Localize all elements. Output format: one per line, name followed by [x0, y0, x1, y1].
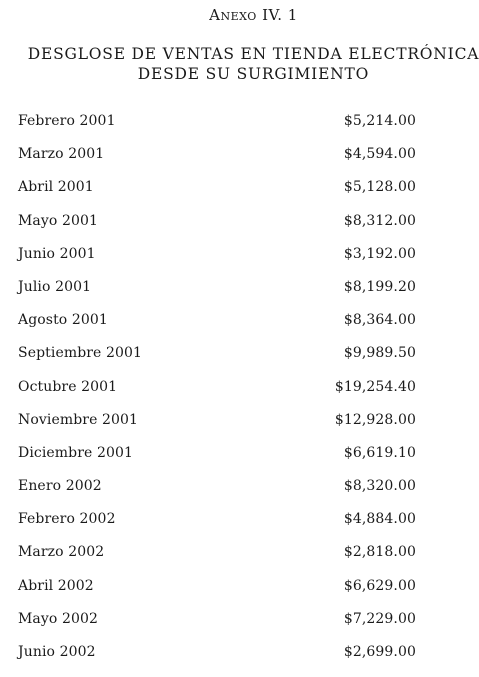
- sales-amount: $7,229.00: [343, 610, 416, 627]
- sales-amount: $6,629.00: [343, 577, 416, 594]
- sales-amount: $6,619.10: [343, 444, 416, 461]
- sales-row: [18, 478, 416, 511]
- sales-amount: $2,699.00: [343, 644, 416, 660]
- sales-row: [18, 179, 416, 212]
- month-label: Mayo 2001: [18, 212, 98, 229]
- sales-amount: $12,928.00: [334, 411, 416, 428]
- annex-title: Anexo IV. 1: [209, 6, 298, 24]
- sales-amount: $4,594.00: [343, 146, 416, 163]
- sales-row: [18, 146, 416, 179]
- month-label: Junio 2002: [18, 644, 96, 660]
- sales-amount: $8,312.00: [343, 212, 416, 229]
- month-label: Febrero 2002: [18, 511, 116, 528]
- sales-amount: $8,199.20: [343, 278, 416, 295]
- sales-row: [18, 611, 416, 644]
- month-label: Marzo 2002: [18, 544, 105, 561]
- sales-list: [18, 113, 416, 677]
- sales-row: [18, 113, 416, 146]
- sales-row: [18, 578, 416, 611]
- sales-row: [18, 544, 416, 577]
- month-label: Abril 2002: [18, 577, 94, 594]
- sales-row: [18, 279, 416, 312]
- sales-row: [18, 445, 416, 478]
- month-label: Octubre 2001: [18, 378, 118, 395]
- sales-amount: $19,254.40: [334, 378, 416, 395]
- sales-amount: $4,884.00: [343, 511, 416, 528]
- month-label: Mayo 2002: [18, 610, 98, 627]
- month-label: Junio 2001: [18, 245, 96, 262]
- heading-line-2: DESDE SU SURGIMIENTO: [137, 65, 370, 83]
- sales-row: [18, 412, 416, 445]
- month-label: Abril 2001: [18, 179, 94, 196]
- document-heading: [8, 44, 479, 84]
- sales-amount: $5,128.00: [343, 179, 416, 196]
- sales-row: [18, 379, 416, 412]
- sales-row: [18, 312, 416, 345]
- month-label: Marzo 2001: [18, 146, 105, 163]
- heading-line-1: DESGLOSE DE VENTAS EN TIENDA ELECTRÓNICA: [27, 45, 479, 63]
- sales-amount: $5,214.00: [343, 113, 416, 129]
- sales-row: [18, 345, 416, 378]
- sales-amount: $3,192.00: [343, 245, 416, 262]
- sales-amount: $8,320.00: [343, 478, 416, 495]
- month-label: Enero 2002: [18, 478, 102, 495]
- sales-amount: $9,989.50: [343, 345, 416, 362]
- sales-row: [18, 511, 416, 544]
- sales-row: [18, 644, 416, 677]
- month-label: Febrero 2001: [18, 113, 116, 129]
- month-label: Noviembre 2001: [18, 411, 139, 428]
- sales-amount: $8,364.00: [343, 312, 416, 329]
- sales-row: [18, 213, 416, 246]
- month-label: Julio 2001: [18, 278, 92, 295]
- month-label: Agosto 2001: [18, 312, 108, 329]
- month-label: Diciembre 2001: [18, 444, 133, 461]
- sales-amount: $2,818.00: [343, 544, 416, 561]
- sales-row: [18, 246, 416, 279]
- month-label: Septiembre 2001: [18, 345, 143, 362]
